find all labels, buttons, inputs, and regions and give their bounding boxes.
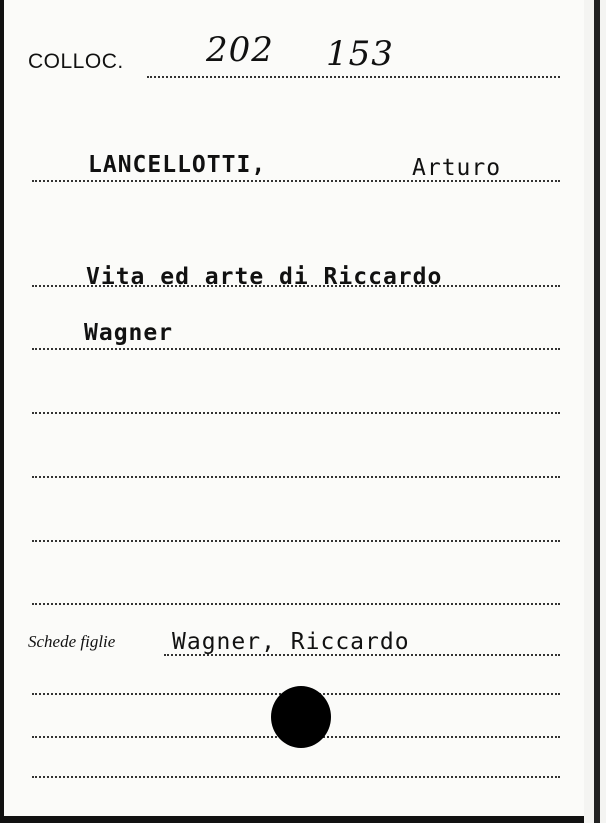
schede-figlie-label: Schede figlie — [28, 632, 116, 651]
schede-rule — [164, 654, 560, 656]
card-edge — [594, 0, 600, 823]
empty-rule — [32, 540, 560, 542]
punch-hole — [271, 686, 331, 748]
colloc-number-primary: 202 — [206, 30, 274, 70]
colloc-number-secondary: 153 — [326, 34, 394, 74]
colloc-line — [147, 76, 560, 78]
title-line-1: Vita ed arte di Riccardo — [86, 264, 443, 290]
author-given-name: Arturo — [412, 155, 502, 181]
colloc-label: COLLOC. — [28, 50, 124, 73]
author-surname: LANCELLOTTI, — [88, 152, 267, 178]
schede-figlie-value: Wagner, Riccardo — [172, 629, 410, 655]
title-line-2: Wagner — [84, 320, 174, 346]
author-line — [32, 180, 560, 182]
title-rule-2 — [32, 348, 560, 350]
empty-rule — [32, 603, 560, 605]
card-edge-strip — [584, 0, 606, 823]
empty-rule — [32, 476, 560, 478]
title-rule-1 — [32, 285, 560, 287]
empty-rule — [32, 776, 560, 778]
empty-rule — [32, 412, 560, 414]
